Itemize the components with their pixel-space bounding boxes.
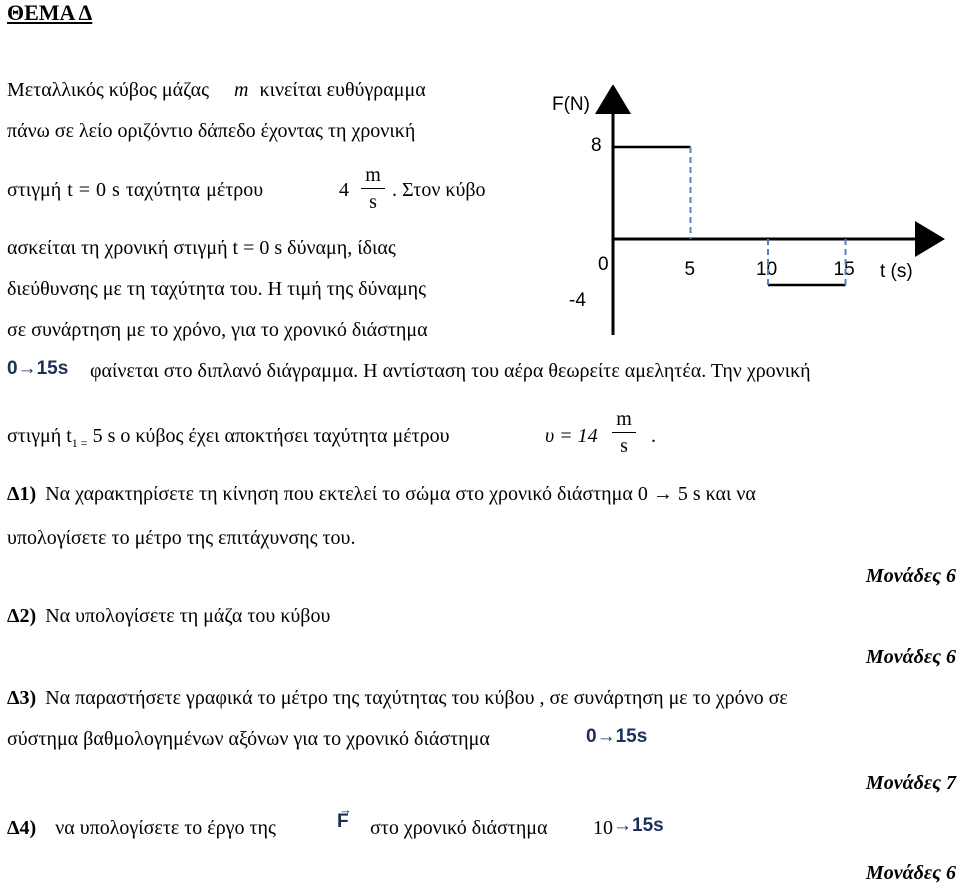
question-4-interval-end: →15s [613,815,664,836]
x-tick-label: 10 [756,259,778,280]
question-1-line-1: Δ1) Να χαρακτηρίσετε τη κίνηση που εκτελεί το σώμα στο χρονικό διάστημα 0 → 5 s και να [7,483,756,505]
page-title: ΘΕΜΑ Δ [7,0,93,25]
question-4-label: Δ4) [7,817,37,839]
unit-numerator: m [365,164,381,186]
force-time-chart [530,85,950,345]
velocity-unit-denominator: s [620,435,628,457]
intro-line-3b: . Στον κύβο [392,179,486,201]
x-tick-label: 5 [684,259,696,280]
intro-line-7: φαίνεται στο διπλανό διάγραμμα. Η αντίσταση του αέρα θεωρείτε αμελητέα. Την χρονική [90,360,811,382]
force-vector-symbol: → F [337,802,352,832]
y-tick-label: -4 [569,290,586,311]
question-4-interval-start: 10 [593,817,613,839]
question-2-label: Δ2) [7,605,37,627]
unit-denominator: s [369,191,377,213]
question-4-line-1: Δ4) να υπολογίσετε το έργο της [7,817,276,839]
question-3-marks: Μονάδες 7 [865,772,956,794]
y-tick-label: 8 [591,135,602,156]
x-tick-label: 0 [598,254,609,275]
y-axis-label: F(N) [552,94,590,115]
x-axis-label: t (s) [880,261,913,282]
velocity-unit-numerator: m [616,408,632,430]
question-3-interval: 0→15s [586,726,648,747]
question-2-marks: Μονάδες 6 [865,646,956,668]
question-1-marks: Μονάδες 6 [865,565,956,587]
velocity-expression: υ = 14 [545,425,598,447]
velocity-period: . [651,425,656,447]
intro-line-2: πάνω σε λείο οριζόντιο δάπεδο έχοντας τη χρονική [7,120,416,142]
fraction-bar [361,188,385,189]
question-4-line-1b: στο χρονικό διάστημα [370,817,548,839]
question-3-label: Δ3) [7,687,37,709]
interval-label: 0→15s [7,358,69,379]
intro-line-4: ασκείται τη χρονική στιγμή t = 0 s δύναμη, ίδιας [7,237,396,259]
vector-arrow-icon: → [339,802,352,817]
velocity-fraction-bar [612,432,636,433]
question-2-line-1: Δ2) Να υπολογίσετε τη μάζα του κύβου [7,605,331,627]
question-3-line-2: σύστημα βαθμολογημένων αξόνων για το χρονικό διάστημα [7,728,490,750]
velocity-unit-fraction [612,409,636,456]
question-3-line-1: Δ3) Να παραστήσετε γραφικά το μέτρο της ταχύτητας του κύβου , σε συνάρτηση με το χρόνο σε [7,687,788,709]
intro-line-3a: στιγμή t = 0 s ταχύτητα μέτρου [7,179,264,201]
unit-fraction [361,165,385,212]
question-1-line-2: υπολογίσετε το μέτρο της επιτάχυνσης του. [7,527,356,549]
intro-line-8: στιγμή $t_{1 =}$ 5 s ο κύβος έχει αποκτήσει ταχύτητα μέτρου [7,425,450,450]
intro-line-1: Μεταλλικός κύβος μάζας m κινείται ευθύγραμμα [7,79,426,101]
intro-line-6: σε συνάρτηση με το χρόνο, για το χρονικό διάστημα [7,319,428,341]
x-tick-label: 15 [833,259,855,280]
question-1-label: Δ1) [7,483,37,505]
initial-speed-value: 4 [339,179,349,201]
mass-symbol: m [234,79,249,101]
question-4-marks: Μονάδες 6 [865,862,956,884]
intro-line-5: διεύθυνσης με τη ταχύτητα του. Η τιμή της δύναμης [7,278,427,300]
